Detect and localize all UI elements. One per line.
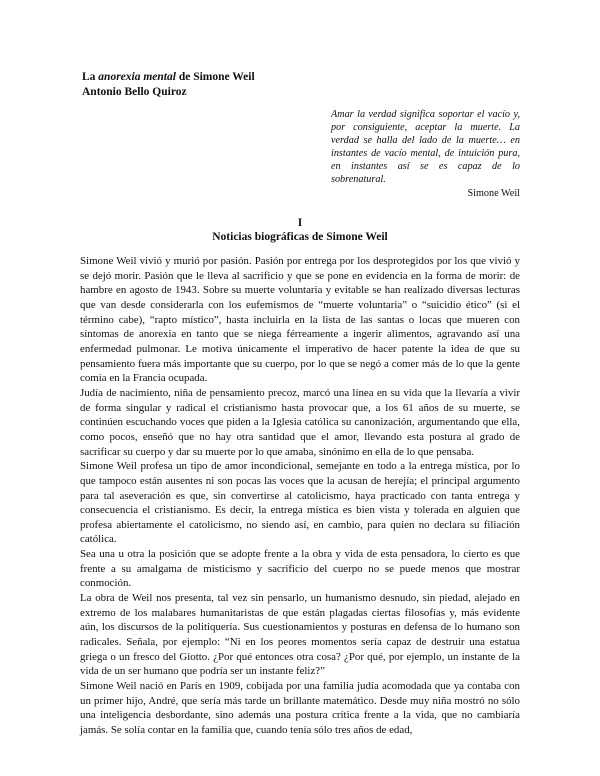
title-italic: anorexia mental [98,71,176,83]
paragraph: Simone Weil nació en París en 1909, cobijada por una familia judía acomodada que ya contaba con un primer hijo, André, que sería más tarde un brillante matemático. Desde muy niña mostró no sólo una inteligencia desbordante, sino además una postura crítica frente a la vida, que no cambiaría jamás. Se solía contar en la familia que, cuando tenía sólo tres años de edad, [80,680,520,736]
paragraph: Simone Weil vivió y murió por pasión. Pasión por entrega por los desprotegidos por los que vivió y se dejó morir. Pasión que le lleva al sacrificio y que se pone en evidencia en la forma de morir: de hambre en agosto de 1943. Sobre su muerte voluntaria y evitable se han realizado diversas lecturas que van desde considerarla con los eufemismos de “muerte voluntaria” o “suicidio ético” (si el término cabe), “rapto místico”, hasta incluirla en la lista de las santas o locas que mueren con síntomas de anorexia en tanto que se niega férreamente a ingerir alimentos, agravando así una enfermedad pulmonar. Le motiva únicamente el imperativo de hacer patente la idea de que su pensamiento fuera más importante que su cuerpo, por lo que se negó a comer más de lo que la gente comía en la Francia ocupada. [80,255,520,385]
paragraph: Simone Weil profesa un tipo de amor incondicional, semejante en todo a la entrega mística, por lo que tampoco están ausentes ni son pocas las voces que la acusan de herejía; el principal argumento para tal aseveración es que, sin convertirse al catolicismo, haya practicado con tanta entrega y consecuencia el cristianismo. Es decir, la entrega mística es bien vista y tolerada en alguien que profesa abiertamente el catolicismo, no siendo así, en cambio, para quien no declara su filiación católica. [80,460,520,546]
epigraph-author: Simone Weil [467,188,520,199]
title-suffix: de Simone Weil [175,71,255,83]
body-text [80,254,520,738]
document-header [82,70,522,100]
section-title: Noticias biográficas de Simone Weil [212,231,388,243]
section-number: I [297,217,303,229]
paragraph: Sea una u otra la posición que se adopte frente a la obra y vida de esta pensadora, lo cierto es que frente a su amalgama de misticismo y sacrificio del cuerpo no se puede menos que mostrar conmoción. [80,548,520,590]
epigraph-quote: Amar la verdad significa soportar el vacío y, por consiguiente, aceptar la muerte. La verdad se halla del lado de la muerte… en instantes de vacío mental, de intuición pura, en instantes así se es capaz de lo sobrenatural. [331,109,520,186]
document-author: Antonio Bello Quiroz [82,86,187,98]
paragraph: Judía de nacimiento, niña de pensamiento precoz, marcó una línea en su vida que la llevaría a vivir de forma singular y radical el cristianismo hasta provocar que, a los 61 años de su muerte, se continúen escuchando voces que piden a la Iglesia católica su canonización, argumentando que ella, como pocos, enseñó que no hay otra santidad que el amor, llevando esta postura al grado de sacrificar su cuerpo y dar su muerte por lo que amaba, sinónimo en ella de lo que pensaba. [80,386,520,458]
title-prefix: La [82,71,99,83]
paragraph: La obra de Weil nos presenta, tal vez sin pensarlo, un humanismo desnudo, sin piedad, alejado en extremo de los malabares humanitaristas de que están plagadas ciertas filosofías y, más evidente aún, los discursos de la politiquería. Sus cuestionamientos y posturas en defensa de lo humano son radicales. Señala, por ejemplo: “Ni en los peores momentos sería capaz de destruir una estatua griega o un fresco del Giotto. ¿Por qué entonces otra cosa? ¿Por qué, por ejemplo, un instante de la vida de un ser humano que podría ser un instante feliz?” [80,592,520,678]
document-title [82,70,522,85]
